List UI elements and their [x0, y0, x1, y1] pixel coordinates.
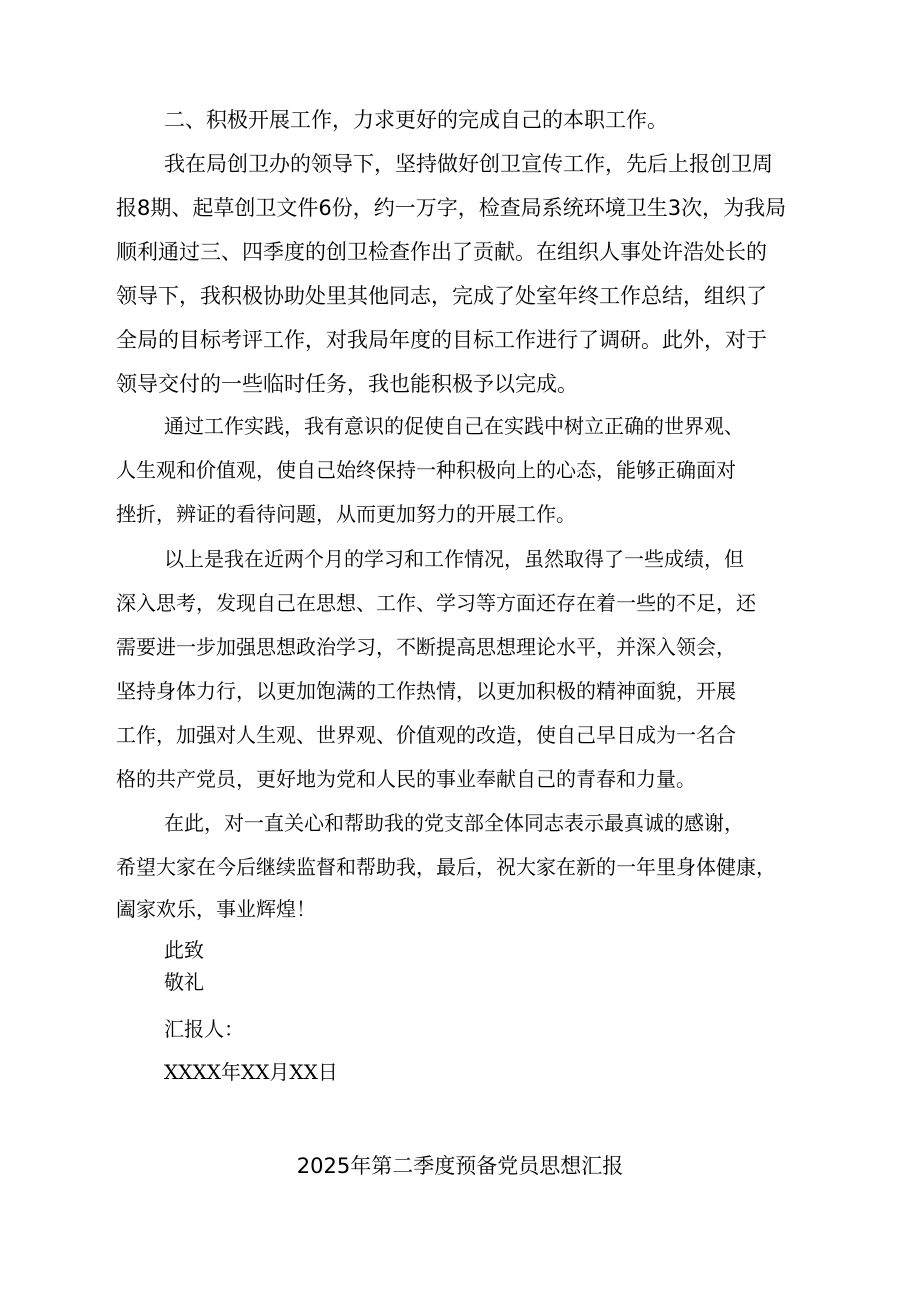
paragraph-line: 以上是我在近两个月的学习和工作情况，虽然取得了一些成绩，但 [164, 547, 744, 571]
paragraph-line: 格的共产党员，更好地为党和人民的事业奉献自己的青春和力量。 [116, 767, 696, 791]
salutation-line-2: 敬礼 [164, 970, 204, 994]
salutation-line-1: 此致 [164, 938, 204, 962]
paragraph-line: 领导交付的一些临时任务，我也能积极予以完成。 [116, 372, 578, 396]
reporter-label: 汇报人： [164, 1017, 244, 1041]
paragraph-line: 挫折，辨证的看待问题，从而更加努力的开展工作。 [116, 502, 576, 526]
paragraph-line: 领导下，我积极协助处里其他同志，完成了处室年终工作总结，组织了 [116, 284, 767, 308]
paragraph-line: 坚持身体力行，以更加饱满的工作热情，以更加积极的精神面貌，开展 [116, 679, 736, 703]
paragraph-line: 顺利通过三、四季度的创卫检查作出了贡献。在组织人事处许浩处长的 [116, 240, 767, 264]
paragraph-line: 人生观和价值观，使自己始终保持一种积极向上的心态，能够正确面对 [116, 458, 736, 482]
paragraph-line: 报8期、起草创卫文件6份，约一万字，检查局系统环境卫生3次，为我局 [116, 196, 787, 220]
paragraph-line: 阖家欢乐，事业辉煌！ [116, 897, 316, 921]
paragraph-line: 全局的目标考评工作，对我局年度的目标工作进行了调研。此外，对于 [116, 328, 767, 352]
next-report-title: 2025年第二季度预备党员思想汇报 [296, 1154, 624, 1178]
paragraph-line: 需要进一步加强思想政治学习，不断提高思想理论水平，并深入领会， [116, 635, 736, 659]
paragraph-line: 深入思考，发现自己在思想、工作、学习等方面还存在着一些的不足，还 [116, 591, 756, 615]
paragraph-line: 在此，对一直关心和帮助我的党支部全体同志表示最真诚的感谢， [164, 811, 744, 835]
paragraph-line: 我在局创卫办的领导下，坚持做好创卫宣传工作，先后上报创卫周 [164, 152, 773, 176]
paragraph-line: 希望大家在今后继续监督和帮助我，最后，祝大家在新的一年里身体健康， [116, 855, 776, 879]
report-date: XXXX年XX月XX日 [164, 1060, 338, 1084]
section-heading: 二、积极开展工作，力求更好的完成自己的本职工作。 [164, 108, 668, 132]
paragraph-line: 工作，加强对人生观、世界观、价值观的改造，使自己早日成为一名合 [116, 723, 736, 747]
paragraph-line: 通过工作实践，我有意识的促使自己在实践中树立正确的世界观、 [164, 414, 744, 438]
